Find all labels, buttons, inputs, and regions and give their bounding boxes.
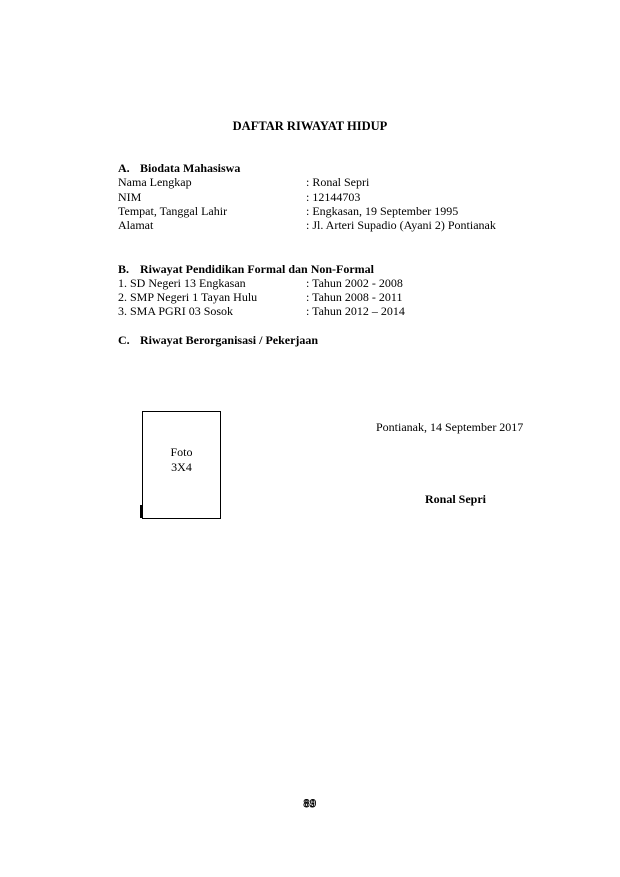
- education-value-sd: : Tahun 2002 - 2008: [306, 276, 403, 290]
- section-a-letter: A.: [118, 161, 130, 175]
- photo-caption: [143, 445, 220, 475]
- photo-caption-line1: Foto: [170, 445, 193, 459]
- education-value-smp: : Tahun 2008 - 2011: [306, 290, 403, 304]
- signer-name: Ronal Sepri: [425, 492, 487, 506]
- section-b-title: Riwayat Pendidikan Formal dan Non-Formal: [140, 262, 375, 276]
- section-c-title: Riwayat Berorganisasi / Pekerjaan: [140, 333, 319, 347]
- section-c-heading: [118, 333, 318, 347]
- education-label-sd: 1. SD Negeri 13 Engkasan: [118, 276, 246, 290]
- photo-caption-line2: 3X4: [171, 460, 192, 474]
- education-value-sma: : Tahun 2012 – 2014: [306, 304, 405, 318]
- photo-corner-mark: [140, 505, 142, 518]
- education-label-smp: 2. SMP Negeri 1 Tayan Hulu: [118, 290, 258, 304]
- biodata-value-name: : Ronal Sepri: [306, 175, 370, 189]
- section-a-title: Biodata Mahasiswa: [140, 161, 241, 175]
- document-title: DAFTAR RIWAYAT HIDUP: [232, 119, 388, 133]
- biodata-label-name: Nama Lengkap: [118, 175, 192, 189]
- education-label-sma: 3. SMA PGRI 03 Sosok: [118, 304, 234, 318]
- biodata-value-address: : Jl. Arteri Supadio (Ayani 2) Pontianak: [306, 218, 496, 232]
- biodata-value-nim: : 12144703: [306, 190, 361, 204]
- section-c-letter: C.: [118, 333, 130, 347]
- page-number: 89: [303, 796, 317, 810]
- section-b-letter: B.: [118, 262, 130, 276]
- biodata-label-address: Alamat: [118, 218, 154, 232]
- biodata-label-birth: Tempat, Tanggal Lahir: [118, 204, 228, 218]
- section-b-heading: [118, 262, 374, 276]
- photo-placeholder: [142, 411, 221, 519]
- place-date: Pontianak, 14 September 2017: [376, 420, 524, 434]
- biodata-value-birth: : Engkasan, 19 September 1995: [306, 204, 459, 218]
- biodata-label-nim: NIM: [118, 190, 142, 204]
- section-a-heading: [118, 161, 240, 175]
